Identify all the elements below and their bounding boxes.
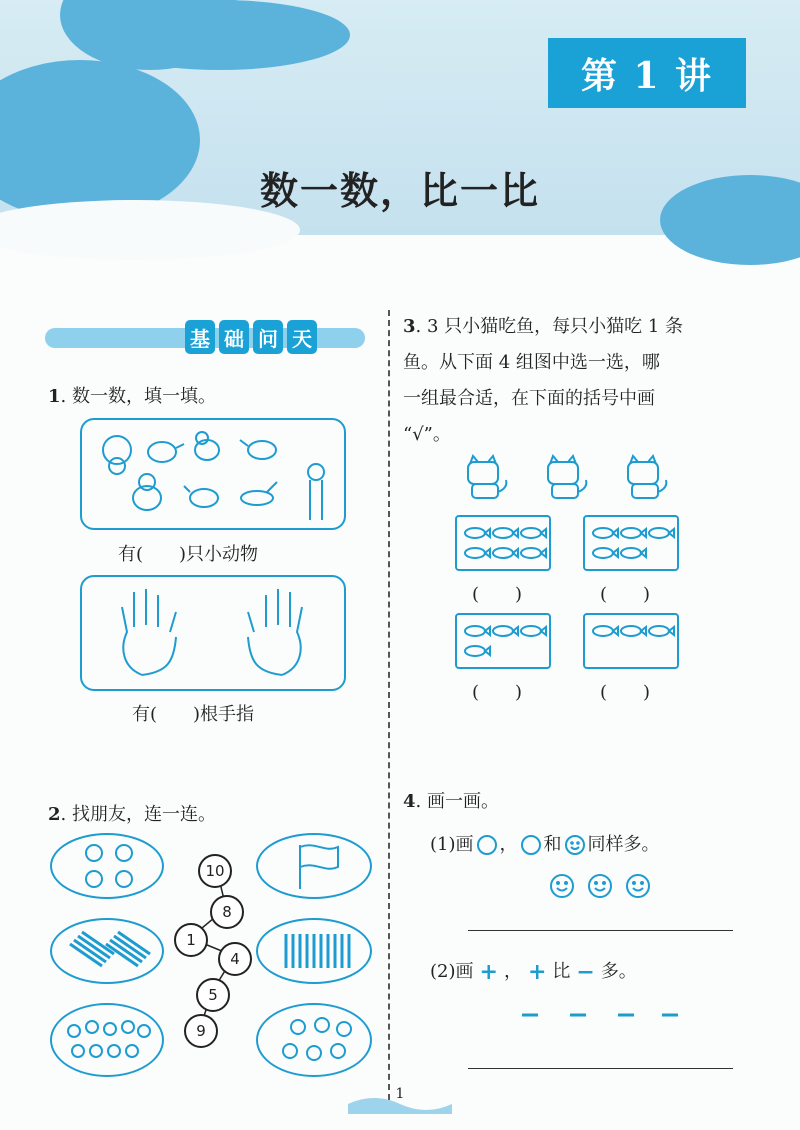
number-node[interactable]: 1 xyxy=(174,923,208,957)
part1-and: 和 xyxy=(543,834,562,855)
number-node[interactable]: 8 xyxy=(210,895,244,929)
question-3-line1 xyxy=(403,310,683,344)
banner-chars xyxy=(185,320,317,354)
fish-icon xyxy=(649,626,674,636)
fish-icon xyxy=(621,548,646,558)
number-node[interactable]: 9 xyxy=(184,1014,218,1048)
fish-icon xyxy=(593,626,618,636)
flag-icon xyxy=(258,835,370,897)
fish-icon xyxy=(465,528,490,538)
cat-icon xyxy=(548,456,586,498)
fish-icon xyxy=(621,528,646,538)
stick-icons xyxy=(52,920,162,982)
question-text: . 数一数，填一填。 xyxy=(60,386,216,407)
cat-icons xyxy=(462,454,674,504)
question-4 xyxy=(403,785,499,819)
circle-icon xyxy=(520,834,542,856)
part1-prefix: (1)画 xyxy=(430,834,474,855)
hands-illustration xyxy=(82,577,344,689)
fish-icon xyxy=(593,548,618,558)
fish-icon xyxy=(593,528,618,538)
question-number: 3 xyxy=(403,316,416,337)
fish-icon xyxy=(621,626,646,636)
sticks-ellipse[interactable] xyxy=(50,918,164,984)
animals-box xyxy=(80,418,346,530)
pear-icons xyxy=(52,1005,162,1075)
animals-illustration xyxy=(82,420,344,528)
smiley-icon xyxy=(564,834,586,856)
column-divider xyxy=(388,310,390,1100)
part2-bi: 比 xyxy=(552,961,571,982)
question-text: . 画一画。 xyxy=(415,791,499,812)
fish-group-b xyxy=(583,515,679,571)
fish-icon xyxy=(521,548,546,558)
fish-icon xyxy=(465,646,490,656)
answer-line-2[interactable] xyxy=(468,1068,733,1069)
question-2 xyxy=(48,798,216,832)
animals-answer[interactable]: 有( )只小动物 xyxy=(118,544,259,565)
question-number: 2 xyxy=(48,804,61,825)
part2-prefix: (2)画 xyxy=(430,961,474,982)
number-node[interactable]: 10 xyxy=(198,854,232,888)
page-title: 数一数，比一比 xyxy=(259,169,540,213)
answer-paren-c[interactable]: ( ) xyxy=(472,682,523,703)
part1-comma: ， xyxy=(499,834,518,855)
minus-row xyxy=(520,1010,680,1020)
question-text: . 找朋友，连一连。 xyxy=(60,804,216,825)
question-number: 1 xyxy=(48,386,61,407)
answer-paren-b[interactable]: ( ) xyxy=(600,584,651,605)
fish-icon xyxy=(649,528,674,538)
pencils-ellipse[interactable] xyxy=(256,918,372,984)
fish-group-a xyxy=(455,515,551,571)
flowers-ellipse[interactable] xyxy=(50,833,164,899)
fish-icon xyxy=(493,548,518,558)
question-3-line3: 一组最合适，在下面的括号中画 xyxy=(403,388,655,409)
answer-paren-d[interactable]: ( ) xyxy=(600,682,651,703)
chick-icons xyxy=(258,1005,370,1075)
minus-icon: − xyxy=(576,959,595,985)
smiley-row xyxy=(548,872,658,900)
question-number: 4 xyxy=(403,791,416,812)
chicks-ellipse[interactable] xyxy=(256,1003,372,1077)
lesson-label: 第 1 讲 xyxy=(548,38,746,108)
part1-suffix: 同样多。 xyxy=(587,834,660,855)
question-1 xyxy=(48,380,216,414)
hands-box xyxy=(80,575,346,691)
banner-char: 础 xyxy=(219,320,249,354)
answer-paren-a[interactable]: ( ) xyxy=(472,584,523,605)
fish-group-d xyxy=(583,613,679,669)
cat-icon xyxy=(628,456,666,498)
part2-comma: ， xyxy=(503,961,522,982)
q4-part2 xyxy=(430,955,637,989)
fingers-answer[interactable]: 有( )根手指 xyxy=(132,704,255,725)
part2-suffix: 多。 xyxy=(600,961,637,982)
banner-char: 天 xyxy=(287,320,317,354)
plus-icon: + xyxy=(527,959,547,985)
fish-icon xyxy=(521,528,546,538)
banner-char: 问 xyxy=(253,320,283,354)
number-node[interactable]: 5 xyxy=(196,978,230,1012)
fish-icon xyxy=(465,626,490,636)
answer-line-1[interactable] xyxy=(468,930,733,931)
fish-icon xyxy=(465,548,490,558)
plus-icon: + xyxy=(479,959,498,985)
page-number: 1 xyxy=(395,1086,405,1102)
q4-part1 xyxy=(430,828,660,862)
section-banner xyxy=(45,320,365,354)
fish-group-c xyxy=(455,613,551,669)
pears-ellipse[interactable] xyxy=(50,1003,164,1077)
fish-icon xyxy=(521,626,546,636)
banner-char: 基 xyxy=(185,320,215,354)
number-node[interactable]: 4 xyxy=(218,942,252,976)
question-3-line4: “√”。 xyxy=(403,424,451,445)
question-text: . 3 只小猫吃鱼，每只小猫吃 1 条 xyxy=(415,316,684,337)
question-3-line2: 鱼。从下面 4 组图中选一选，哪 xyxy=(403,352,660,373)
pencil-icons xyxy=(258,920,370,982)
fish-icon xyxy=(493,626,518,636)
cat-icon xyxy=(468,456,506,498)
flag-ellipse[interactable] xyxy=(256,833,372,899)
circle-icon xyxy=(476,834,498,856)
fish-icon xyxy=(493,528,518,538)
flower-icons xyxy=(52,835,162,897)
